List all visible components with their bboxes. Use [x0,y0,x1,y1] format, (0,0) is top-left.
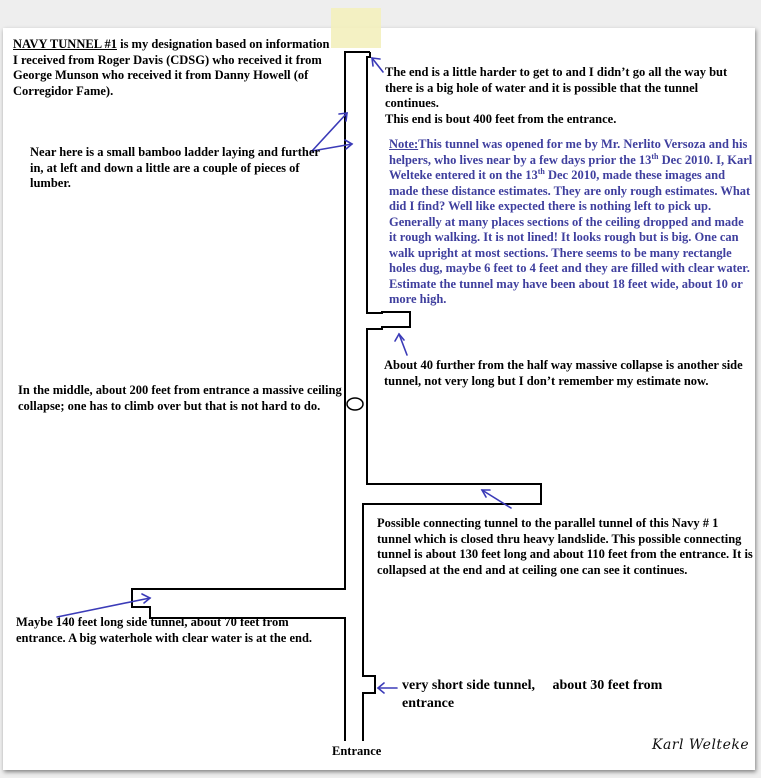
title-text [13,37,333,99]
arrow-connecting [482,490,511,508]
note-sup-1: th [651,151,659,161]
signature: Karl Welteke [652,737,750,753]
arrow-end [372,58,383,72]
note-sup-2: th [537,166,545,176]
note-part-3: Dec 2010, made these images and made these distance estimates. They are only rough estimates. What did I find? Well like expected there is nothing left to pick up. Generally at many places sections of the ceiling dropped and made it rough walking. It is not lined! It looks rough but is big. One can walk upright at most sections. There seems to be many rectangle holes dug, maybe 6 feet to 4 feet and they are filled with clear water. Estimate the tunnel may have been about 18 feet wide, about 10 or more high. [389,168,751,306]
annotation-left-side: Maybe 140 feet long side tunnel, about 70 feet from entrance. A big waterhole with clear water is at the end. [16,615,313,645]
short-side-part-1: very short side [402,678,490,693]
entrance-label: Entrance [332,744,382,758]
annotation-side-tunnel: About 40 further from the half way massive collapse is another side tunnel, not very long but I don’t remember my estimate now. [384,358,743,388]
annotation-end-distance: This end is bout 400 feet from the entrance. [385,112,617,126]
note-block [389,137,754,308]
arrow-short-side [378,683,397,693]
short-side-part-4: entrance [402,696,455,711]
annotation-collapse: In the middle, about 200 feet from entrance a massive ceiling collapse; one has to climb over but that is not hard to do. [18,383,342,413]
annotation-short-side [402,677,732,713]
collapse-marker [347,398,363,410]
annotation-bamboo: Near here is a small bamboo ladder laying and further in, at left and down a little are a couple of pieces of lumber. [30,145,320,190]
note-part-1: This tunnel was opened for me by Mr. Nerlito Versoza and his helpers, who lives near by a few days prior the 13 [389,137,748,167]
arrow-left-side [57,594,150,617]
annotation-end: The end is a little harder to get to and I didn’t go all the way but there is a big hole of water and it is possible that the tunnel continues. [385,65,728,110]
note-label: Note: [389,137,419,151]
title-body: is my designation based on information I received from Roger Davis (CDSG) who received it from George Munson who received it from Danny Howell (of Corregidor Fame). [13,37,330,98]
short-side-part-3: about 30 feet from [552,678,663,693]
short-side-part-2: tunnel, [493,678,536,693]
arrow-side-tunnel [395,334,407,355]
title-name: NAVY TUNNEL #1 [13,37,117,51]
note-part-2: Dec 2010. I, Karl Welteke entered it on the 13 [389,152,753,182]
annotation-connecting: Possible connecting tunnel to the parallel tunnel of this Navy # 1 tunnel which is closed thru heavy landslide. This possible connecting tunnel is about 130 feet long and about 110 feet from the entrance. It is collapsed at the end and at ceiling one can see it continues. [377,516,753,577]
